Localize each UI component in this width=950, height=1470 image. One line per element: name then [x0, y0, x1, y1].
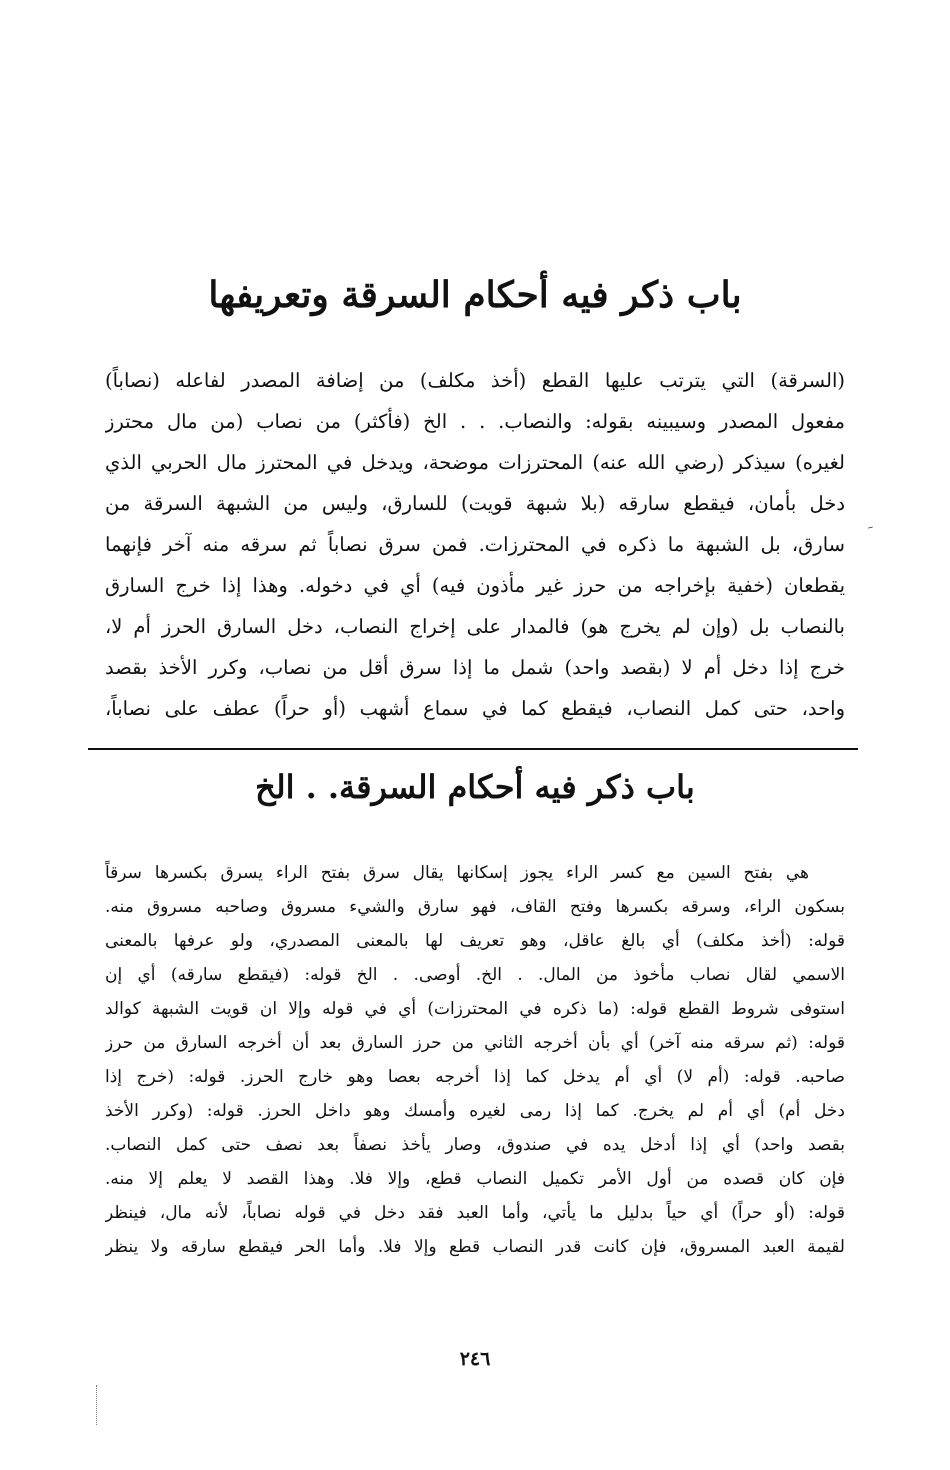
commentary-line: لقيمة العبد المسروق، فإن كانت قدر النصاب قطع وإلا فلا. وأما الحر فيقطع سارقه ولا ينظر — [105, 1237, 845, 1257]
commentary-line: قوله: (أخذ مكلف) أي بالغ عاقل، وهو تعريف لها بالمعنى المصدري، ولو عرفها بالمعنى — [105, 931, 845, 951]
main-text-line: (السرقة) التي يترتب عليها القطع (أخذ مكلف) من إضافة المصدر لفاعله (نصاباً) — [105, 369, 845, 392]
commentary-line: هي بفتح السين مع كسر الراء يجوز إسكانها يقال سرق بفتح الراء يسرق بكسرها سرقاً — [105, 863, 809, 883]
commentary-line: الاسمي لقال نصاب مأخوذ من المال. . الخ. أوصى. . الخ قوله: (فيقطع سارقه) أي إن — [105, 965, 845, 985]
main-text-line: لغيره) سيذكر (رضي الله عنه) المحترزات موضحة، ويدخل في المحترز مال الحربي الذي — [105, 451, 845, 474]
commentary-line: صاحبه. قوله: (أم لا) أي أم يدخل كما إذا أخرجه بعصا وهو خارج الحرز. قوله: (خرج إذا — [105, 1067, 845, 1087]
main-text-line: سارق، بل الشبهة ما ذكره في المحترزات. فمن سرق نصاباً ثم سرقه منه آخر فإنهما — [105, 533, 845, 556]
commentary-line: دخل أم) أي أم لم يخرج. كما إذا رمى لغيره وأمسك وهو داخل الحرز. قوله: (وكرر الأخذ — [105, 1101, 845, 1121]
main-text-line: دخل بأمان، فيقطع سارقه (بلا شبهة قويت) للسارق، وليس من الشبهة السرقة من — [105, 492, 845, 515]
section-divider — [88, 748, 858, 750]
commentary-line: استوفى شروط القطع قوله: (ما ذكره في المحترزات) أي في قوله وإلا ان قويت الشبهة كوالد — [105, 999, 845, 1019]
main-text-line: يقطعان (خفية بإخراجه من حرز غير مأذون فيه) أي في دخوله. وهذا إذا خرج السارق — [105, 574, 845, 597]
commentary-line: بسكون الراء، وسرقه بكسرها وفتح القاف، فهو سارق والشيء مسروق وصاحبه مسروق منه. — [105, 897, 845, 917]
margin-mark: ﹶ — [868, 523, 873, 542]
scan-edge-dots — [96, 1385, 99, 1425]
commentary-line: فإن كان قصده من أول الأمر تكميل النصاب قطع، وإلا فلا. وهذا القصد لا يعلم إلا منه. — [105, 1169, 845, 1189]
commentary-heading: باب ذكر فيه أحكام السرقة. . الخ — [255, 768, 695, 806]
main-text-line: بالنصاب بل (وإن لم يخرج هو) فالمدار على إخراج النصاب، دخل السارق الحرز أم لا، — [105, 615, 845, 638]
main-text-body — [105, 360, 845, 729]
commentary-line: بقصد واحد) أي إذا أدخل يده في صندوق، وصار يأخذ نصفاً بعد نصف حتى كمل النصاب. — [105, 1135, 845, 1155]
main-text-line: مفعول المصدر وسيبينه بقوله: والنصاب. . . الخ (فأكثر) من نصاب (من مال محترز — [105, 410, 845, 433]
main-chapter-heading: باب ذكر فيه أحكام السرقة وتعريفها — [208, 274, 742, 316]
commentary-line: قوله: (أو حراً) أي حياً بدليل ما يأتي، وأما العبد فقد دخل في قوله نصاباً، لأنه مال، فينظر — [105, 1203, 845, 1223]
main-text-line: خرج إذا دخل أم لا (بقصد واحد) شمل ما إذا سرق أقل من نصاب، وكرر الأخذ بقصد — [105, 656, 845, 679]
page-number: ٢٤٦ — [459, 1348, 491, 1370]
commentary-text-body — [105, 856, 845, 1264]
main-text-line: واحد، حتى كمل النصاب، فيقطع كما في سماع أشهب (أو حراً) عطف على نصاباً، — [105, 697, 845, 720]
commentary-line: قوله: (ثم سرقه منه آخر) أي بأن أخرجه الثاني من حرز السارق بعد أن أخرجه السارق من حرز — [105, 1033, 845, 1053]
